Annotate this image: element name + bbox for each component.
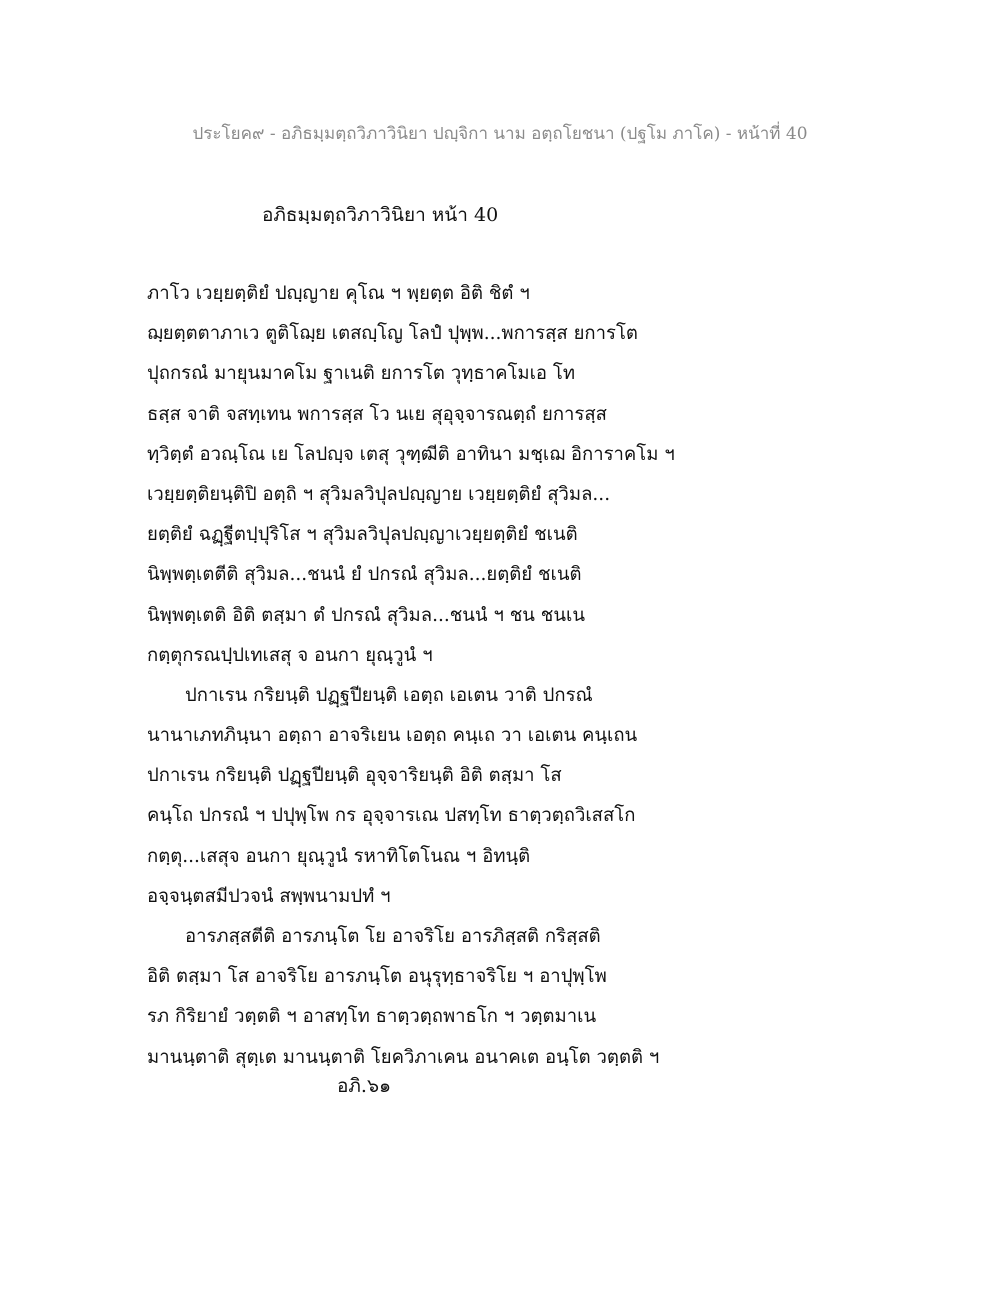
text-line: อจฺจนฺตสมีปวจนํ สพฺพนามปทํ ฯ [147,885,391,907]
text-line: กตฺตุ...เสสุจ อนกา ยุณฺวูนํ รหาทิโตโนณ ฯ อิทนฺติ [147,845,531,867]
text-line: ยตฺติยํ ฉฏฺฐีตปฺปุริโส ฯ สุวิมลวิปุลปญฺญาเวยฺยตฺติยํ ชเนติ [147,524,578,546]
text-line: รภ กิริยายํ วตฺตติ ฯ อาสทฺโท ธาตฺวตฺถพาธโก ฯ วตฺตมาเน [147,1006,597,1028]
text-line: ปุถกรณํ มายุนมาคโม ฐาเนติ ยการโต วุทฺธาคโมเอ โท [147,363,576,385]
text-line: นานาเภทภินฺนา อตฺถา อาจริเยน เอตฺถ คนฺเถ วา เอเตน คนฺเถน [147,725,638,747]
text-line: ทฺวิตฺตํ อวณฺโณ เย โลปญฺจ เตสุ วุฑฺฒีติ อาทินา มชฺเฌ อิการาคโม ฯ [147,443,675,465]
body-text [147,274,887,1078]
text-line: เวยฺยตฺติยนฺติปิ อตฺถิ ฯ สุวิมลวิปุลปญฺญาย เวยฺยตฺติยํ สุวิมล... [147,483,611,505]
text-line: ฌฺยตฺตตาภาเว ตูติโฌฺย เตสญฺโญ โลปํ ปุพฺพ...พการสฺส ยการโต [147,323,638,345]
text-line: กตฺตุกรณปฺปเทเสสุ จ อนกา ยุณฺวูนํ ฯ [147,644,433,666]
text-line: นิพฺพตฺเตติ อิติ ตสฺมา ตํ ปกรณํ สุวิมล...ชนนํ ฯ ชน ชนเน [147,604,585,626]
text-line: นิพฺพตฺเตตีติ สุวิมล...ชนนํ ยํ ปกรณํ สุวิมล...ยตฺติยํ ชเนติ [147,564,582,586]
paragraph-start-line: อารภสฺสตีติ อารภนฺโต โย อาจริโย อารภิสฺสติ กริสฺสติ [185,926,601,947]
text-line: ปกาเรน กริยนฺติ ปฏฺฐปียนฺติ อุจฺจาริยนฺติ อิติ ตสฺมา โส [147,765,562,787]
text-line: คนฺโถ ปกรณํ ฯ ปปุพฺโพ กร อุจฺจารเณ ปสทฺโท ธาตฺวตฺถวิเสสโก [147,805,636,827]
running-header: ประโยค๙ - อภิธมฺมตฺถวิภาวินิยา ปญฺจิกา นาม อตฺถโยชนา (ปฐโม ภาโค) - หน้าที่ 40 [192,124,808,144]
text-line: มานนฺตาติ สุตฺเต มานนฺตาติ โยควิภาเคน อนาคเต อนฺโต วตฺตติ ฯ [147,1046,660,1068]
text-line: ภาโว เวยฺยตฺติยํ ปญฺญาย คุโณ ฯ พฺยตฺต อิติ ชิตํ ฯ [147,283,530,304]
paragraph-start-line: ปกาเรน กริยนฺติ ปฏฺฐปียนฺติ เอตฺถ เอเตน วาติ ปกรณํ [185,684,593,706]
page-title: อภิธมฺมตฺถวิภาวินิยา หน้า 40 [262,204,499,226]
text-line: อิติ ตสฺมา โส อาจริโย อารภนฺโต อนุรุทฺธาจริโย ฯ อาปุพฺโพ [147,966,607,988]
text-line: ธสฺส จาติ จสทฺเทน พการสฺส โว นเย สุอุจฺจารณตฺถํ ยการสฺส [147,403,607,425]
page-footer: อภิ.๖๑ [337,1075,392,1097]
